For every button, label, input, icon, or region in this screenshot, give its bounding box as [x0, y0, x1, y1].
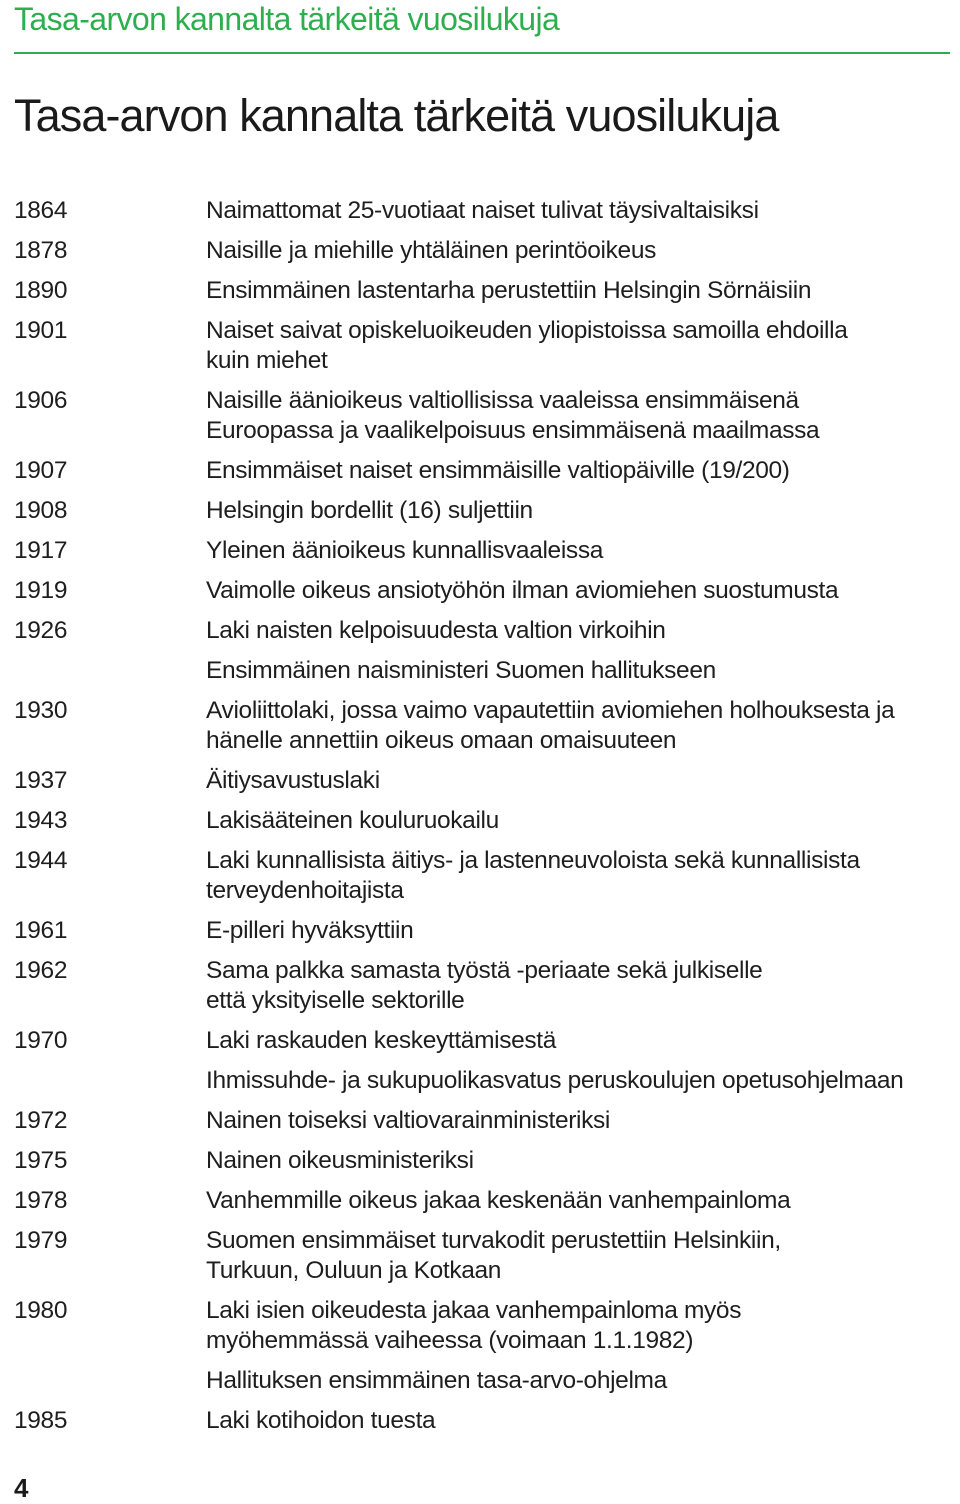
- timeline-event: [206, 1226, 944, 1286]
- timeline-list: [14, 196, 944, 1446]
- timeline-event: [206, 236, 944, 266]
- timeline-event: [206, 846, 944, 906]
- timeline-event-line: Nainen oikeusministeriksi: [206, 1147, 474, 1174]
- timeline-event-line: Vaimolle oikeus ansiotyöhön ilman aviomiehen suostumusta: [206, 577, 839, 604]
- timeline-event-line: Helsingin bordellit (16) suljettiin: [206, 497, 533, 524]
- timeline-event: [206, 956, 944, 1016]
- timeline-event: [206, 1366, 944, 1396]
- timeline-event-line: Sama palkka samasta työstä -periaate sekä julkiselle: [206, 957, 763, 984]
- timeline-year: 1917: [14, 537, 68, 564]
- timeline-event: [206, 1026, 944, 1056]
- timeline-event-line: hänelle annettiin oikeus omaan omaisuuteen: [206, 727, 677, 754]
- timeline-event-line: Euroopassa ja vaalikelpoisuus ensimmäisenä maailmassa: [206, 417, 820, 444]
- timeline-year: 1919: [14, 577, 68, 604]
- timeline-event: [206, 616, 944, 646]
- timeline-event-line: Turkuun, Ouluun ja Kotkaan: [206, 1257, 502, 1284]
- page-title: Tasa-arvon kannalta tärkeitä vuosilukuja: [14, 90, 779, 141]
- timeline-row: [14, 196, 944, 226]
- timeline-row: [14, 1366, 944, 1396]
- timeline-row: [14, 656, 944, 686]
- timeline-event-line: Ensimmäinen lastentarha perustettiin Helsingin Sörnäisiin: [206, 277, 812, 304]
- timeline-event-line: Suomen ensimmäiset turvakodit perustettiin Helsinkiin,: [206, 1227, 781, 1254]
- timeline-event: [206, 696, 944, 756]
- timeline-row: [14, 316, 944, 376]
- timeline-row: [14, 696, 944, 756]
- timeline-row: [14, 456, 944, 486]
- timeline-event-line: Yleinen äänioikeus kunnallisvaaleissa: [206, 537, 604, 564]
- timeline-year: 1943: [14, 807, 68, 834]
- timeline-event: [206, 496, 944, 526]
- running-header-title: Tasa-arvon kannalta tärkeitä vuosilukuja: [14, 1, 560, 37]
- timeline-year: 1864: [14, 197, 68, 224]
- timeline-row: [14, 386, 944, 446]
- timeline-event: [206, 316, 944, 376]
- timeline-event-line: Ihmissuhde- ja sukupuolikasvatus peruskoulujen opetusohjelmaan: [206, 1067, 904, 1094]
- timeline-event-line: Nainen toiseksi valtiovarainministeriksi: [206, 1107, 611, 1134]
- timeline-event: [206, 276, 944, 306]
- timeline-event: [206, 536, 944, 566]
- timeline-year: 1972: [14, 1107, 68, 1134]
- timeline-row: [14, 1406, 944, 1436]
- timeline-event-line: E-pilleri hyväksyttiin: [206, 917, 414, 944]
- timeline-event: [206, 806, 944, 836]
- timeline-row: [14, 806, 944, 836]
- timeline-event-line: Avioliittolaki, jossa vaimo vapautettiin aviomiehen holhouksesta ja: [206, 697, 895, 724]
- timeline-row: [14, 1186, 944, 1216]
- timeline-event-line: Hallituksen ensimmäinen tasa-arvo-ohjelma: [206, 1367, 667, 1394]
- timeline-row: [14, 766, 944, 796]
- timeline-event-line: Naisille äänioikeus valtiollisissa vaaleissa ensimmäisenä: [206, 387, 799, 414]
- header-divider: [14, 52, 950, 54]
- timeline-event-line: Naiset saivat opiskeluoikeuden yliopistoissa samoilla ehdoilla: [206, 317, 848, 344]
- timeline-row: [14, 1026, 944, 1056]
- timeline-row: [14, 1296, 944, 1356]
- timeline-event-line: Laki raskauden keskeyttämisestä: [206, 1027, 557, 1054]
- timeline-event-line: Ensimmäiset naiset ensimmäisille valtiopäiville (19/200): [206, 457, 790, 484]
- timeline-event: [206, 456, 944, 486]
- timeline-year: 1907: [14, 457, 68, 484]
- page-number: 4: [14, 1473, 29, 1503]
- timeline-row: [14, 276, 944, 306]
- timeline-event-line: Naisille ja miehille yhtäläinen perintöoikeus: [206, 237, 657, 264]
- timeline-event-line: Äitiysavustuslaki: [206, 767, 380, 794]
- timeline-year: 1930: [14, 697, 68, 724]
- timeline-event: [206, 386, 944, 446]
- timeline-event-line: että yksityiselle sektorille: [206, 987, 465, 1014]
- timeline-event: [206, 196, 944, 226]
- timeline-event-line: kuin miehet: [206, 347, 328, 374]
- timeline-year: 1901: [14, 317, 68, 344]
- timeline-row: [14, 916, 944, 946]
- timeline-row: [14, 616, 944, 646]
- timeline-event-line: Laki kotihoidon tuesta: [206, 1407, 436, 1434]
- timeline-row: [14, 956, 944, 1016]
- timeline-event: [206, 576, 944, 606]
- timeline-event-line: terveydenhoitajista: [206, 877, 404, 904]
- timeline-event-line: Laki kunnallisista äitiys- ja lastenneuvoloista sekä kunnallisista: [206, 847, 860, 874]
- timeline-year: 1985: [14, 1407, 68, 1434]
- timeline-row: [14, 496, 944, 526]
- timeline-year: 1906: [14, 387, 68, 414]
- timeline-event-line: Ensimmäinen naisministeri Suomen hallitukseen: [206, 657, 716, 684]
- timeline-row: [14, 536, 944, 566]
- timeline-row: [14, 236, 944, 266]
- timeline-row: [14, 1226, 944, 1286]
- timeline-event: [206, 916, 944, 946]
- timeline-event: [206, 1186, 944, 1216]
- timeline-year: 1890: [14, 277, 68, 304]
- timeline-year: 1970: [14, 1027, 68, 1054]
- timeline-event: [206, 1296, 944, 1356]
- timeline-event: [206, 1106, 944, 1136]
- timeline-row: [14, 1106, 944, 1136]
- timeline-year: 1937: [14, 767, 68, 794]
- timeline-event-line: Naimattomat 25-vuotiaat naiset tulivat täysivaltaisiksi: [206, 197, 759, 224]
- timeline-row: [14, 1066, 944, 1096]
- timeline-row: [14, 1146, 944, 1176]
- timeline-year: 1878: [14, 237, 68, 264]
- timeline-event: [206, 766, 944, 796]
- timeline-year: 1975: [14, 1147, 68, 1174]
- timeline-event-line: Vanhemmille oikeus jakaa keskenään vanhempainloma: [206, 1187, 791, 1214]
- timeline-year: 1979: [14, 1227, 68, 1254]
- timeline-event: [206, 1406, 944, 1436]
- timeline-event: [206, 1146, 944, 1176]
- timeline-row: [14, 846, 944, 906]
- timeline-event-line: myöhemmässä vaiheessa (voimaan 1.1.1982): [206, 1327, 694, 1354]
- timeline-year: 1908: [14, 497, 68, 524]
- timeline-year: 1961: [14, 917, 68, 944]
- timeline-year: 1944: [14, 847, 68, 874]
- timeline-event-line: Lakisääteinen kouluruokailu: [206, 807, 499, 834]
- timeline-event-line: Laki naisten kelpoisuudesta valtion virkoihin: [206, 617, 666, 644]
- timeline-row: [14, 576, 944, 606]
- timeline-event-line: Laki isien oikeudesta jakaa vanhempainloma myös: [206, 1297, 742, 1324]
- timeline-year: 1962: [14, 957, 68, 984]
- timeline-year: 1980: [14, 1297, 68, 1324]
- timeline-year: 1978: [14, 1187, 68, 1214]
- timeline-year: 1926: [14, 617, 68, 644]
- timeline-event: [206, 1066, 944, 1096]
- timeline-event: [206, 656, 944, 686]
